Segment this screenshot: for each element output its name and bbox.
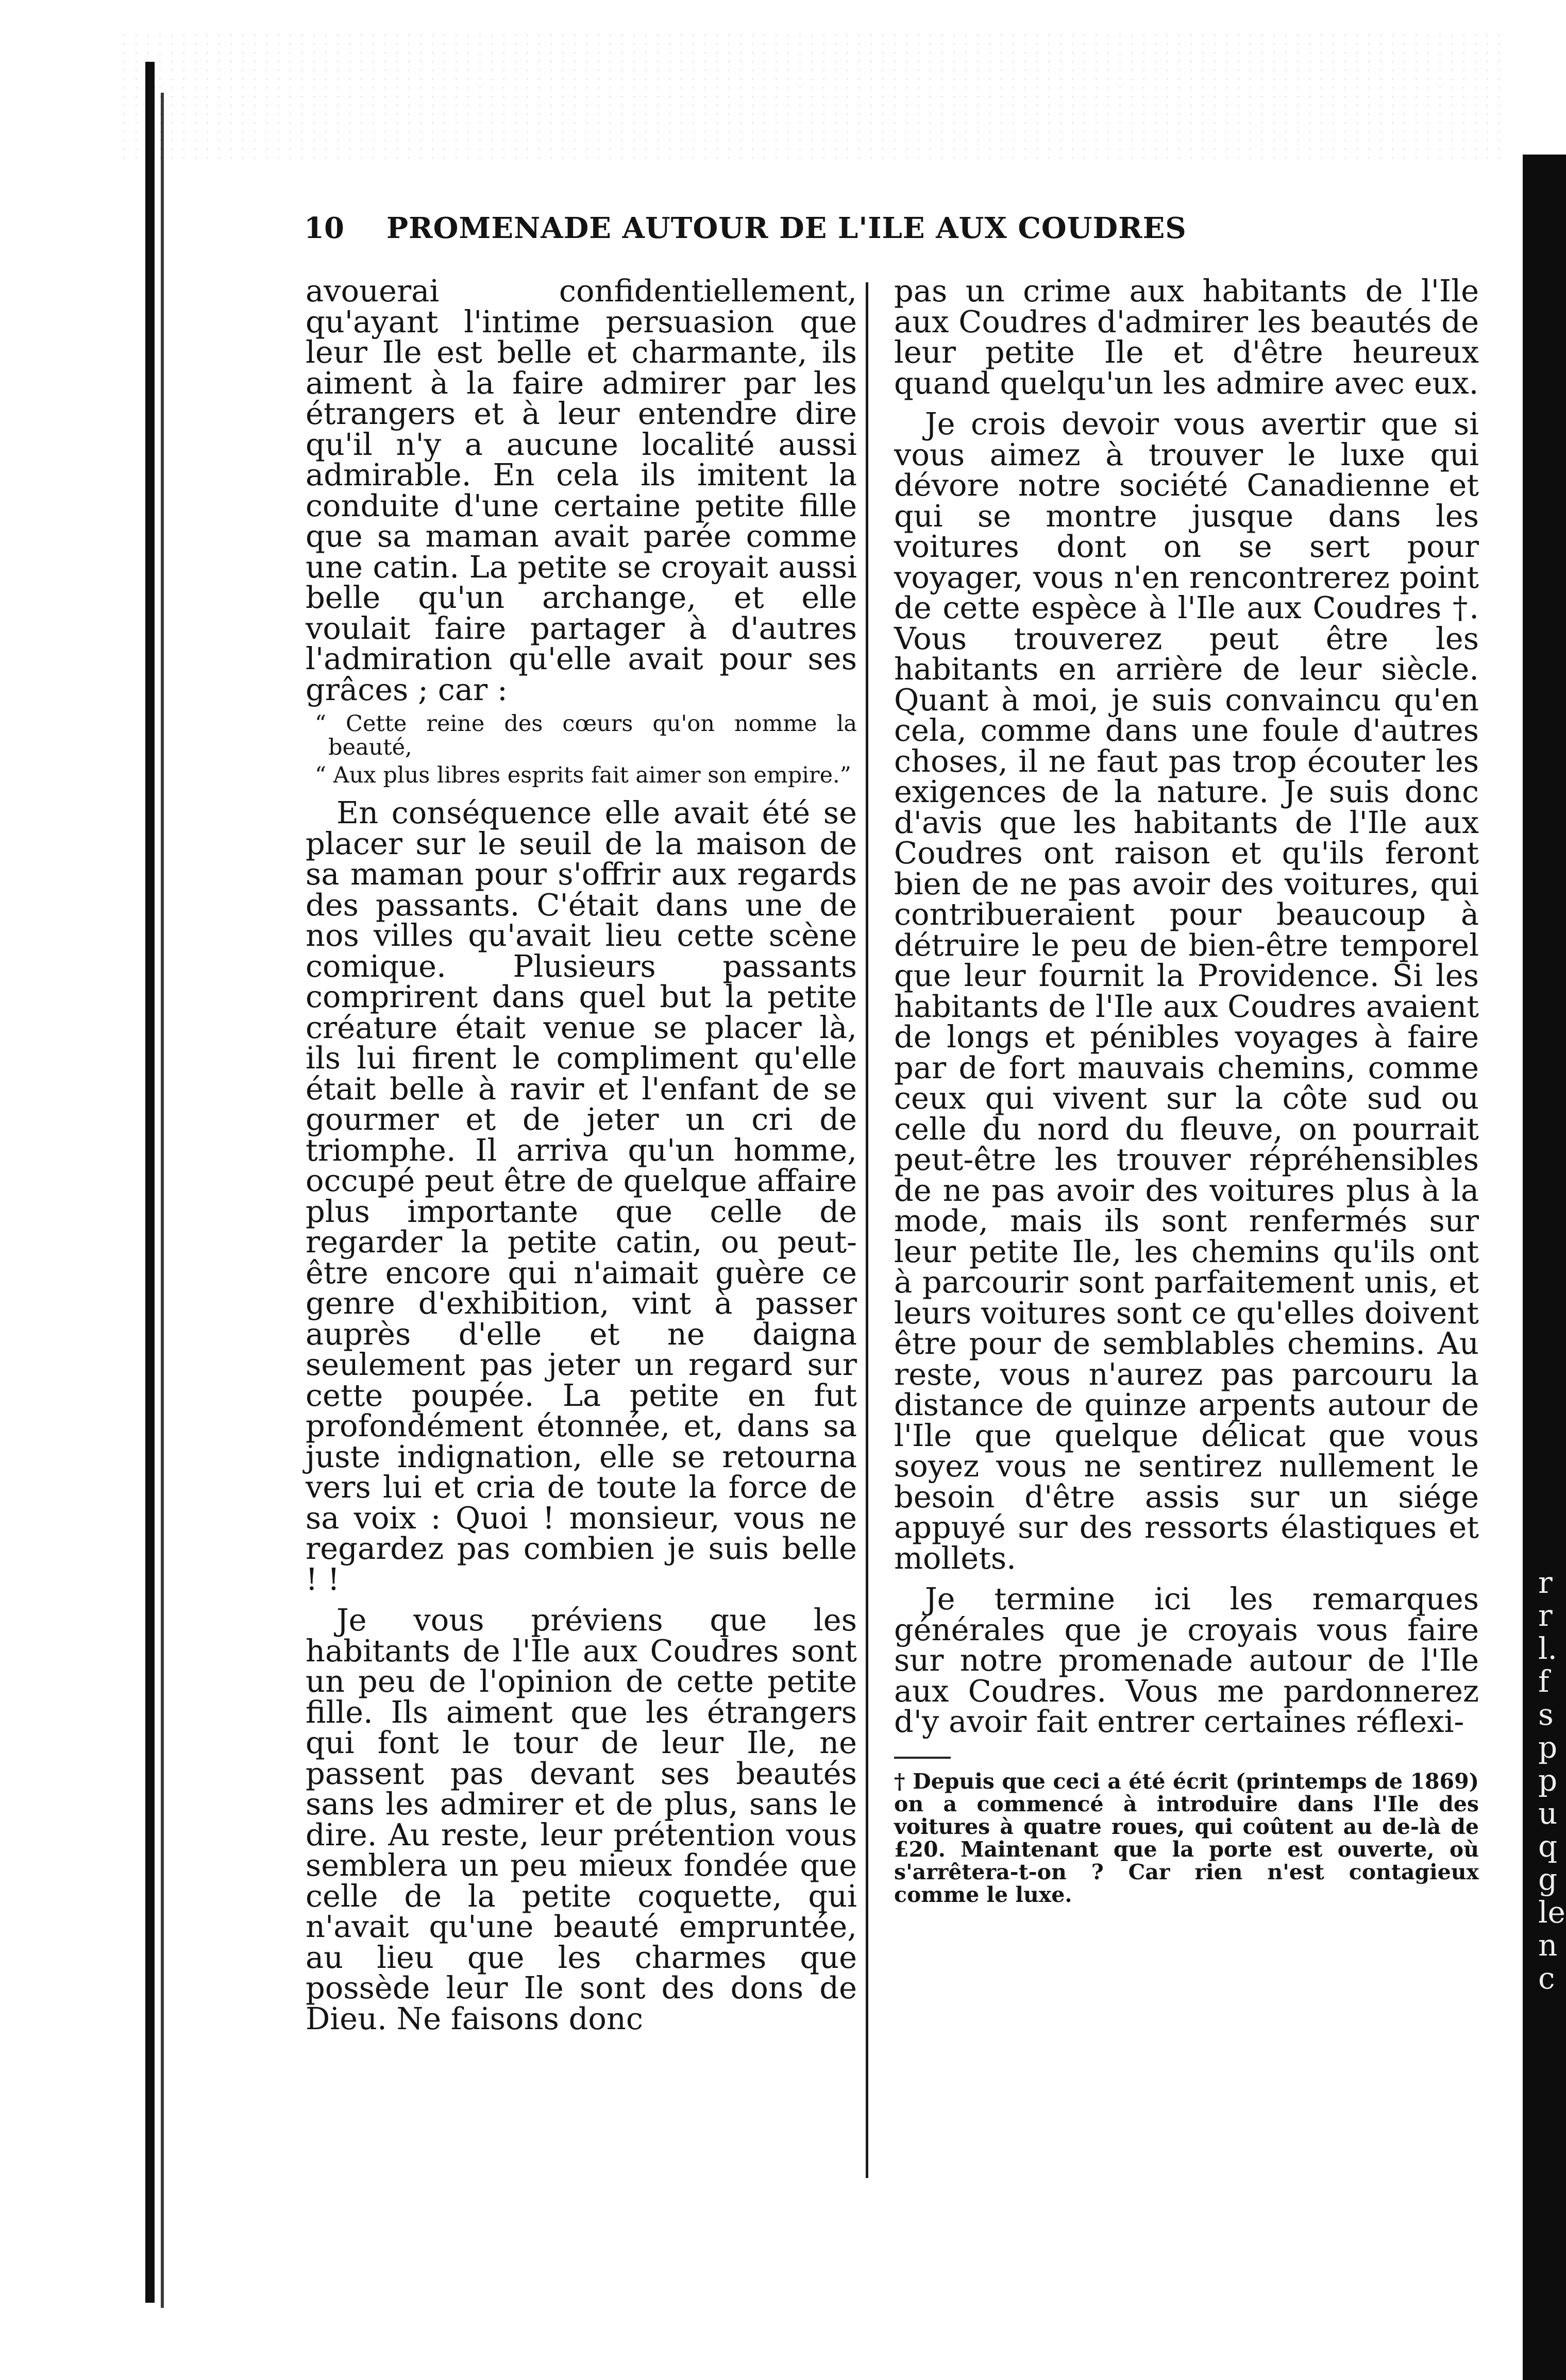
next-page-fragments <box>1538 1566 1566 1995</box>
verse-line-2: “ Aux plus libres esprits fait aimer son empire.” <box>315 762 851 788</box>
fragment: g <box>1538 1862 1558 1897</box>
fragment: r <box>1538 1565 1553 1600</box>
fragment: l. <box>1538 1631 1557 1666</box>
right-paragraph-2: Je crois devoir vous avertir que si vous aimez à trouver le luxe qui dévore notre société Canadienne et qui se montre jusque dans les voitures dont on se sert pour voyager, vous n'en rencontrerez point de cette espèce à l'Ile aux Coudres †. Vous trouverez peut être les habitants en arrière de leur siècle. Quant à moi, je suis convaincu qu'en cela, comme dans une foule d'autres choses, il ne faut pas trop écouter les exigences de la nature. Je suis donc d'avis que les habitants de l'Ile aux Coudres ont raison et qu'ils feront bien de ne pas avoir des voitures, qui contribueraient pour beaucoup à détruire le peu de bien-être temporel que leur fournit la Providence. Si les habitants de l'Ile aux Coudres avaient de longs et pénibles voyages à faire par de fort mauvais chemins, comme ceux qui vivent sur la côte sud ou celle du nord du fleuve, on pourrait peut-être les trouver répréhensibles de ne pas avoir des voitures plus à la mode, mais ils sont renfermés sur leur petite Ile, les chemins qu'ils ont à parcourir sont parfaitement unis, et leurs voitures sont ce qu'elles doivent être pour de semblables chemins. Au reste, vous n'aurez pas parcouru la distance de quinze arpents autour de l'Ile que quelque délicat que vous soyez vous ne sentirez nullement le besoin d'être assis sur un siége appuyé sur des ressorts élastiques et mollets. <box>894 406 1479 1576</box>
fragment: c <box>1538 1961 1555 1996</box>
verse-quote <box>306 712 857 787</box>
running-title: PROMENADE AUTOUR DE L'ILE AUX COUDRES <box>386 211 1187 245</box>
fragment: p <box>1538 1763 1558 1798</box>
scan-speckle <box>119 31 1510 165</box>
right-paragraph-3: Je termine ici les remarques générales que je croyais vous faire sur notre promenade autour de l'Ile aux Coudres. Vous me pardonnerez d'y avoir fait entrer certaines réflexi- <box>894 1581 1479 1739</box>
left-paragraph-3: Je vous préviens que les habitants de l'Ile aux Coudres sont un peu de l'opinion de cette petite fille. Ils aiment que les étrangers qui font le tour de leur Ile, ne passent pas devant ses beautés sans les admirer et de plus, sans le dire. Au reste, leur prétention vous semblera un peu mieux fondée que celle de la petite coquette, qui n'avait qu'une beauté empruntée, au lieu que les charmes que possède leur Ile sont des dons de Dieu. Ne faisons donc <box>306 1602 857 2036</box>
fragment: s <box>1538 1697 1554 1732</box>
fragment: n <box>1538 1928 1558 1963</box>
footnote-separator <box>894 1757 951 1759</box>
left-column <box>306 273 857 2036</box>
page-edge-left-inner <box>161 93 164 2308</box>
footnote: † Depuis que ceci a été écrit (printemps de 1869) on a commencé à introduire dans l'Ile des voitures à quatre roues, qui coûtent au de-là de £20. Maintenant que la porte est ouverte, où s'arrêtera-t-on ? Car rien n'est contagieux comme le luxe. <box>894 1769 1479 1907</box>
page-edge-left <box>145 62 155 2303</box>
verse-line-1: “ Cette reine des cœurs qu'on nomme la beauté, <box>315 711 857 760</box>
page-edge-right <box>1523 155 1566 2380</box>
fragment: q <box>1538 1829 1558 1864</box>
fragment: f <box>1538 1664 1550 1699</box>
left-paragraph-2: En conséquence elle avait été se placer sur le seuil de la maison de sa maman pour s'offrir aux regards des passants. C'était dans une de nos villes qu'avait lieu cette scène comique. Plusieurs passants comprirent dans quel but la petite créature était venue se placer là, ils lui firent le compliment qu'elle était belle à ravir et l'enfant de se gourmer et de jeter un cri de triomphe. Il arriva qu'un homme, occupé peut être de quelque affaire plus importante que celle de regarder la petite catin, ou peut-être encore qui n'aimait guère ce genre d'exhibition, vint à passer auprès d'elle et ne daigna seulement pas jeter un regard sur cette poupée. La petite en fut profondément étonnée, et, dans sa juste indignation, elle se retourna vers lui et cria de toute la force de sa voix : Quoi ! monsieur, vous ne regardez pas combien je suis belle ! ! <box>306 795 857 1597</box>
page-header <box>304 211 1283 245</box>
right-column <box>894 273 1479 1907</box>
fragment: r <box>1538 1598 1553 1633</box>
left-paragraph-1: avouerai confidentiellement, qu'ayant l'intime persuasion que leur Ile est belle et charmante, ils aiment à la faire admirer par les étrangers et à leur entendre dire qu'il n'y a aucune localité aussi admirable. En cela ils imitent la conduite d'une certaine petite fille que sa maman avait parée comme une catin. La petite se croyait aussi belle qu'un archange, et elle voulait faire partager à d'autres l'admiration qu'elle avait pour ses grâces ; car : <box>306 273 857 707</box>
right-paragraph-1: pas un crime aux habitants de l'Ile aux Coudres d'admirer les beautés de leur petite Ile et d'être heureux quand quelqu'un les admire avec eux. <box>894 273 1479 401</box>
page-number: 10 <box>304 211 344 245</box>
fragment: p <box>1538 1730 1558 1765</box>
fragment: u <box>1538 1796 1558 1831</box>
column-divider <box>866 282 868 2178</box>
fragment: le <box>1538 1895 1565 1930</box>
